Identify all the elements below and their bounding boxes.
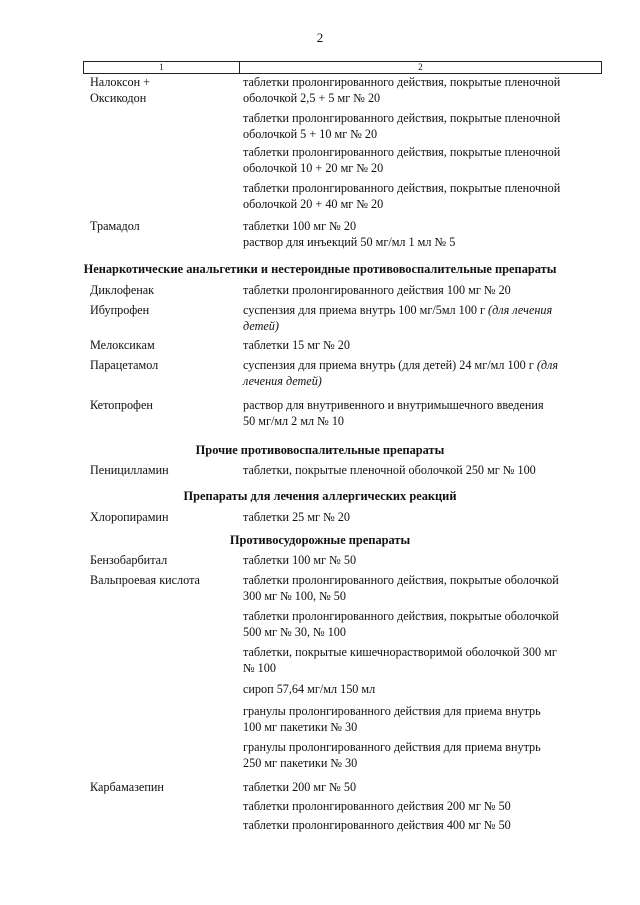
drug-form: таблетки пролонгированного действия, покрытые оболочкой 300 мг № 100, № 50 [243,573,559,603]
table-header [83,61,602,74]
drug-form: сироп 57,64 мг/мл 150 мл [243,682,376,696]
section-heading: Препараты для лечения аллергических реакций [183,489,457,503]
drug-form: таблетки пролонгированного действия, покрытые пленочной оболочкой 2,5 + 5 мг № 20 [243,75,561,105]
drug-form: таблетки пролонгированного действия, покрытые пленочной оболочкой 5 + 10 мг № 20 [243,111,561,141]
drug-name: Парацетамол [90,358,159,372]
section-heading: Прочие противовоспалительные препараты [195,443,445,457]
drug-form: раствор для внутривенного и внутримышечного введения 50 мг/мл 2 мл № 10 [243,398,544,428]
drug-name: Кетопрофен [90,398,153,412]
drug-form: гранулы пролонгированного действия для приема внутрь 250 мг пакетики № 30 [243,740,541,770]
drug-form: таблетки 15 мг № 20 [243,338,350,352]
drug-name: Диклофенак [90,283,155,297]
drug-form: таблетки пролонгированного действия 400 мг № 50 [243,818,511,832]
drug-form: суспензия для приема внутрь (для детей) 24 мг/мл 100 г (для лечения детей) [243,358,559,388]
header-col-2: 2 [418,62,423,72]
drug-form: таблетки, покрытые пленочной оболочкой 250 мг № 100 [243,463,536,477]
drug-form: таблетки пролонгированного действия 200 мг № 50 [243,799,511,813]
drug-form: таблетки, покрытые кишечнорастворимой оболочкой 300 мг № 100 [243,645,557,675]
section-heading: Противосудорожные препараты [229,533,411,547]
drug-form: таблетки пролонгированного действия, покрытые пленочной оболочкой 20 + 40 мг № 20 [243,181,561,211]
drug-name: Мелоксикам [90,338,155,352]
drug-form: таблетки 200 мг № 50 [243,780,357,794]
drug-form: таблетки пролонгированного действия, покрытые оболочкой 500 мг № 30, № 100 [243,609,559,639]
drug-form: гранулы пролонгированного действия для приема внутрь 100 мг пакетики № 30 [243,704,541,734]
drug-form: таблетки 25 мг № 20 [243,510,350,524]
drug-name: Трамадол [90,219,140,233]
drug-name: Ибупрофен [90,303,150,317]
section-heading: Ненаркотические анальгетики и нестероидные противовоспалительные препараты [83,262,557,276]
drug-form: таблетки 100 мг № 20 раствор для инъекций 50 мг/мл 1 мл № 5 [243,219,456,249]
drug-form: таблетки 100 мг № 50 [243,553,357,567]
header-col-1: 1 [84,62,240,73]
drug-name: Хлоропирамин [90,510,169,524]
drug-name: Бензобарбитал [90,553,168,567]
drug-form: таблетки пролонгированного действия 100 мг № 20 [243,283,511,297]
drug-name: Налоксон + Оксикодон [90,75,151,105]
drug-form: таблетки пролонгированного действия, покрытые пленочной оболочкой 10 + 20 мг № 20 [243,145,561,175]
drug-form: суспензия для приема внутрь 100 мг/5мл 100 г (для лечения детей) [243,303,553,333]
drug-name: Пеницилламин [90,463,169,477]
drug-name: Вальпроевая кислота [90,573,200,587]
drug-name: Карбамазепин [90,780,164,794]
page-number: 2 [316,30,324,45]
